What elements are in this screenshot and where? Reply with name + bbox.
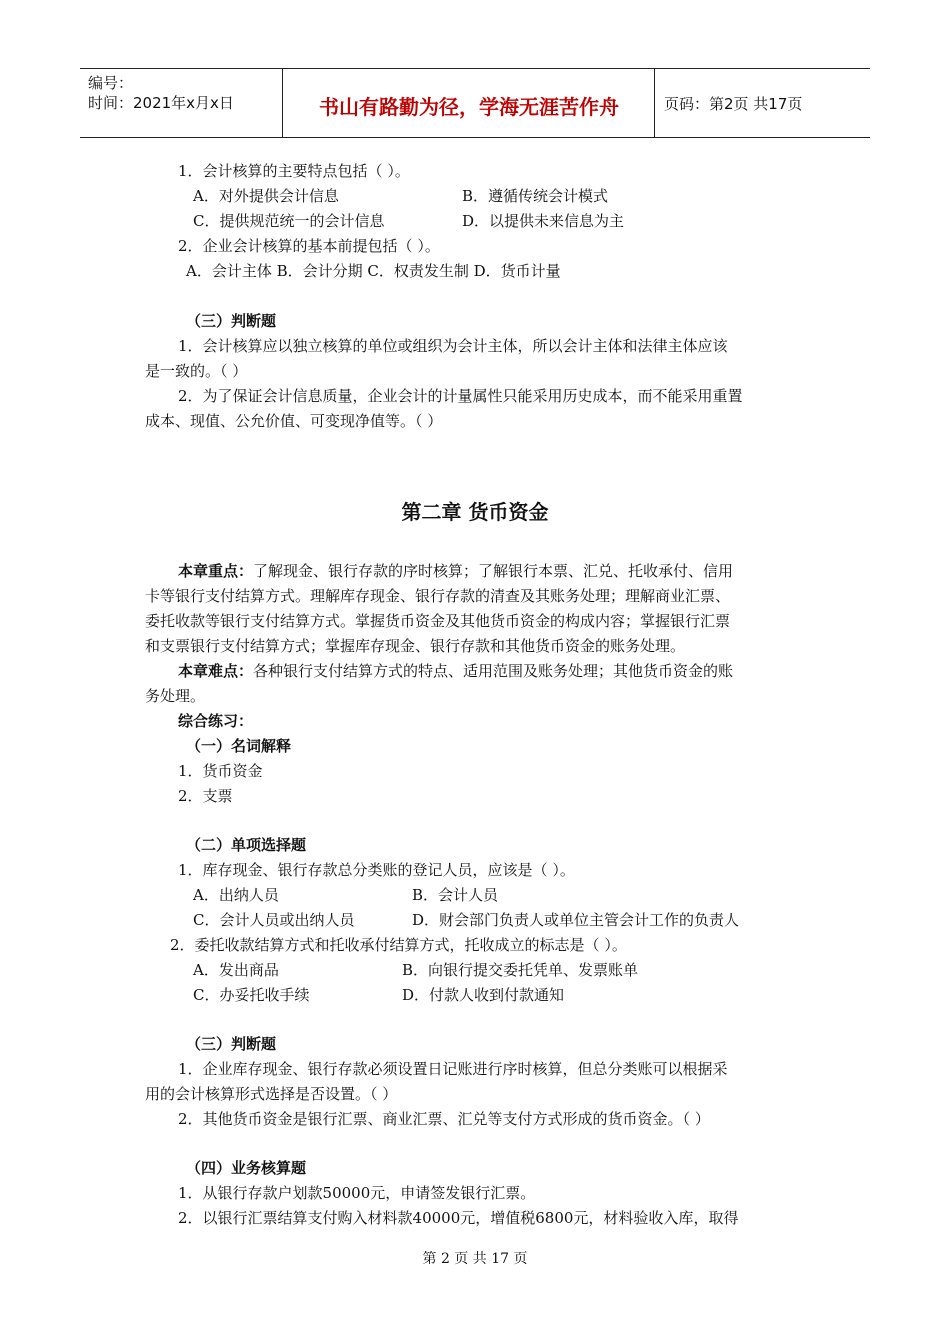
option-text: B．遵循传统会计模式 [462,187,609,205]
paragraph-text [178,661,733,681]
list-item: 2．支票 [178,787,233,805]
key-points-label: 本章重点： [178,562,254,580]
paragraph-text: 卡等银行支付结算方式。理解库存现金、银行存款的清查及其账务处理；理解商业汇票、 [145,587,731,605]
option-text: A．对外提供会计信息 [193,187,339,205]
paragraph-text: 和支票银行支付结算方式；掌握库存现金、银行存款和其他货币资金的账务处理。 [145,637,686,655]
option-text: D．付款人收到付款通知 [402,986,565,1004]
paragraph-text: 成本、现值、公允价值、可变现净值等。（ ） [145,412,443,430]
option-text: B．向银行提交委托凭单、发票账单 [402,961,639,979]
option-text: B．会计人员 [412,886,499,904]
time-label: 时间：2021年x月x日 [88,94,234,112]
page-footer: 第 2 页 共 17 页 [422,1251,528,1267]
section-heading: （四）业务核算题 [186,1159,307,1177]
option-text: C．办妥托收手续 [193,986,310,1004]
chapter-title: 第二章 货币资金 [401,500,549,524]
paragraph-text: 1．从银行存款户划款50000元，申请签发银行汇票。 [178,1184,536,1202]
option-text: A．出纳人员 [193,886,279,904]
paragraph-text: 用的会计核算形式选择是否设置。（ ） [145,1085,398,1103]
paragraph-text: 2．其他货币资金是银行汇票、商业汇票、汇兑等支付方式形成的货币资金。（ ） [178,1110,710,1128]
question-text: 2．企业会计核算的基本前提包括（ ）。 [178,237,440,255]
option-text: D．财会部门负责人或单位主管会计工作的负责人 [412,911,740,929]
paragraph-text: 1．企业库存现金、银行存款必须设置日记账进行序时核算，但总分类账可以根据采 [178,1060,728,1078]
page-header [80,68,870,138]
option-text: C．会计人员或出纳人员 [193,911,355,929]
difficulties-text: 各种银行支付结算方式的特点、适用范围及账务处理；其他货币资金的账 [253,662,734,680]
question-text: 2．委托收款结算方式和托收承付结算方式，托收成立的标志是（ ）。 [170,936,627,954]
code-label: 编号： [88,74,134,92]
paragraph-text: 是一致的。（ ） [145,362,248,380]
section-heading: 综合练习： [178,712,254,730]
paragraph-text: 2．以银行汇票结算支付购入材料款40000元，增值税6800元，材料验收入库，取得 [178,1209,739,1227]
section-heading: （三）判断题 [186,1035,277,1053]
paragraph-text: 1．会计核算应以独立核算的单位或组织为会计主体，所以会计主体和法律主体应该 [178,337,728,355]
header-divider [282,69,283,137]
question-text: 1．库存现金、银行存款总分类账的登记人员，应该是（ ）。 [178,861,575,879]
option-text: A．发出商品 [193,961,279,979]
difficulties-label: 本章难点： [178,662,254,680]
header-divider [654,69,655,137]
paragraph-text: 务处理。 [145,687,206,705]
option-text: A．会计主体 B．会计分期 C．权责发生制 D．货币计量 [186,262,561,280]
question-text: 1．会计核算的主要特点包括（ ）。 [178,162,410,180]
header-page-info: 页码：第2页 共17页 [664,95,803,113]
key-points-text: 了解现金、银行存款的序时核算；了解银行本票、汇兑、托收承付、信用 [253,562,734,580]
section-heading: （一）名词解释 [186,737,292,755]
paragraph-text: 2．为了保证会计信息质量，企业会计的计量属性只能采用历史成本，而不能采用重置 [178,387,743,405]
option-text: C．提供规范统一的会计信息 [193,212,385,230]
section-heading: （三）判断题 [186,312,277,330]
list-item: 1．货币资金 [178,762,263,780]
header-motto: 书山有路勤为径，学海无涯苦作舟 [319,95,619,119]
header-meta [88,73,283,113]
section-heading: （二）单项选择题 [186,836,307,854]
paragraph-text: 委托收款等银行支付结算方式。掌握货币资金及其他货币资金的构成内容；掌握银行汇票 [145,612,731,630]
option-text: D．以提供未来信息为主 [462,212,625,230]
paragraph-text [178,561,733,581]
